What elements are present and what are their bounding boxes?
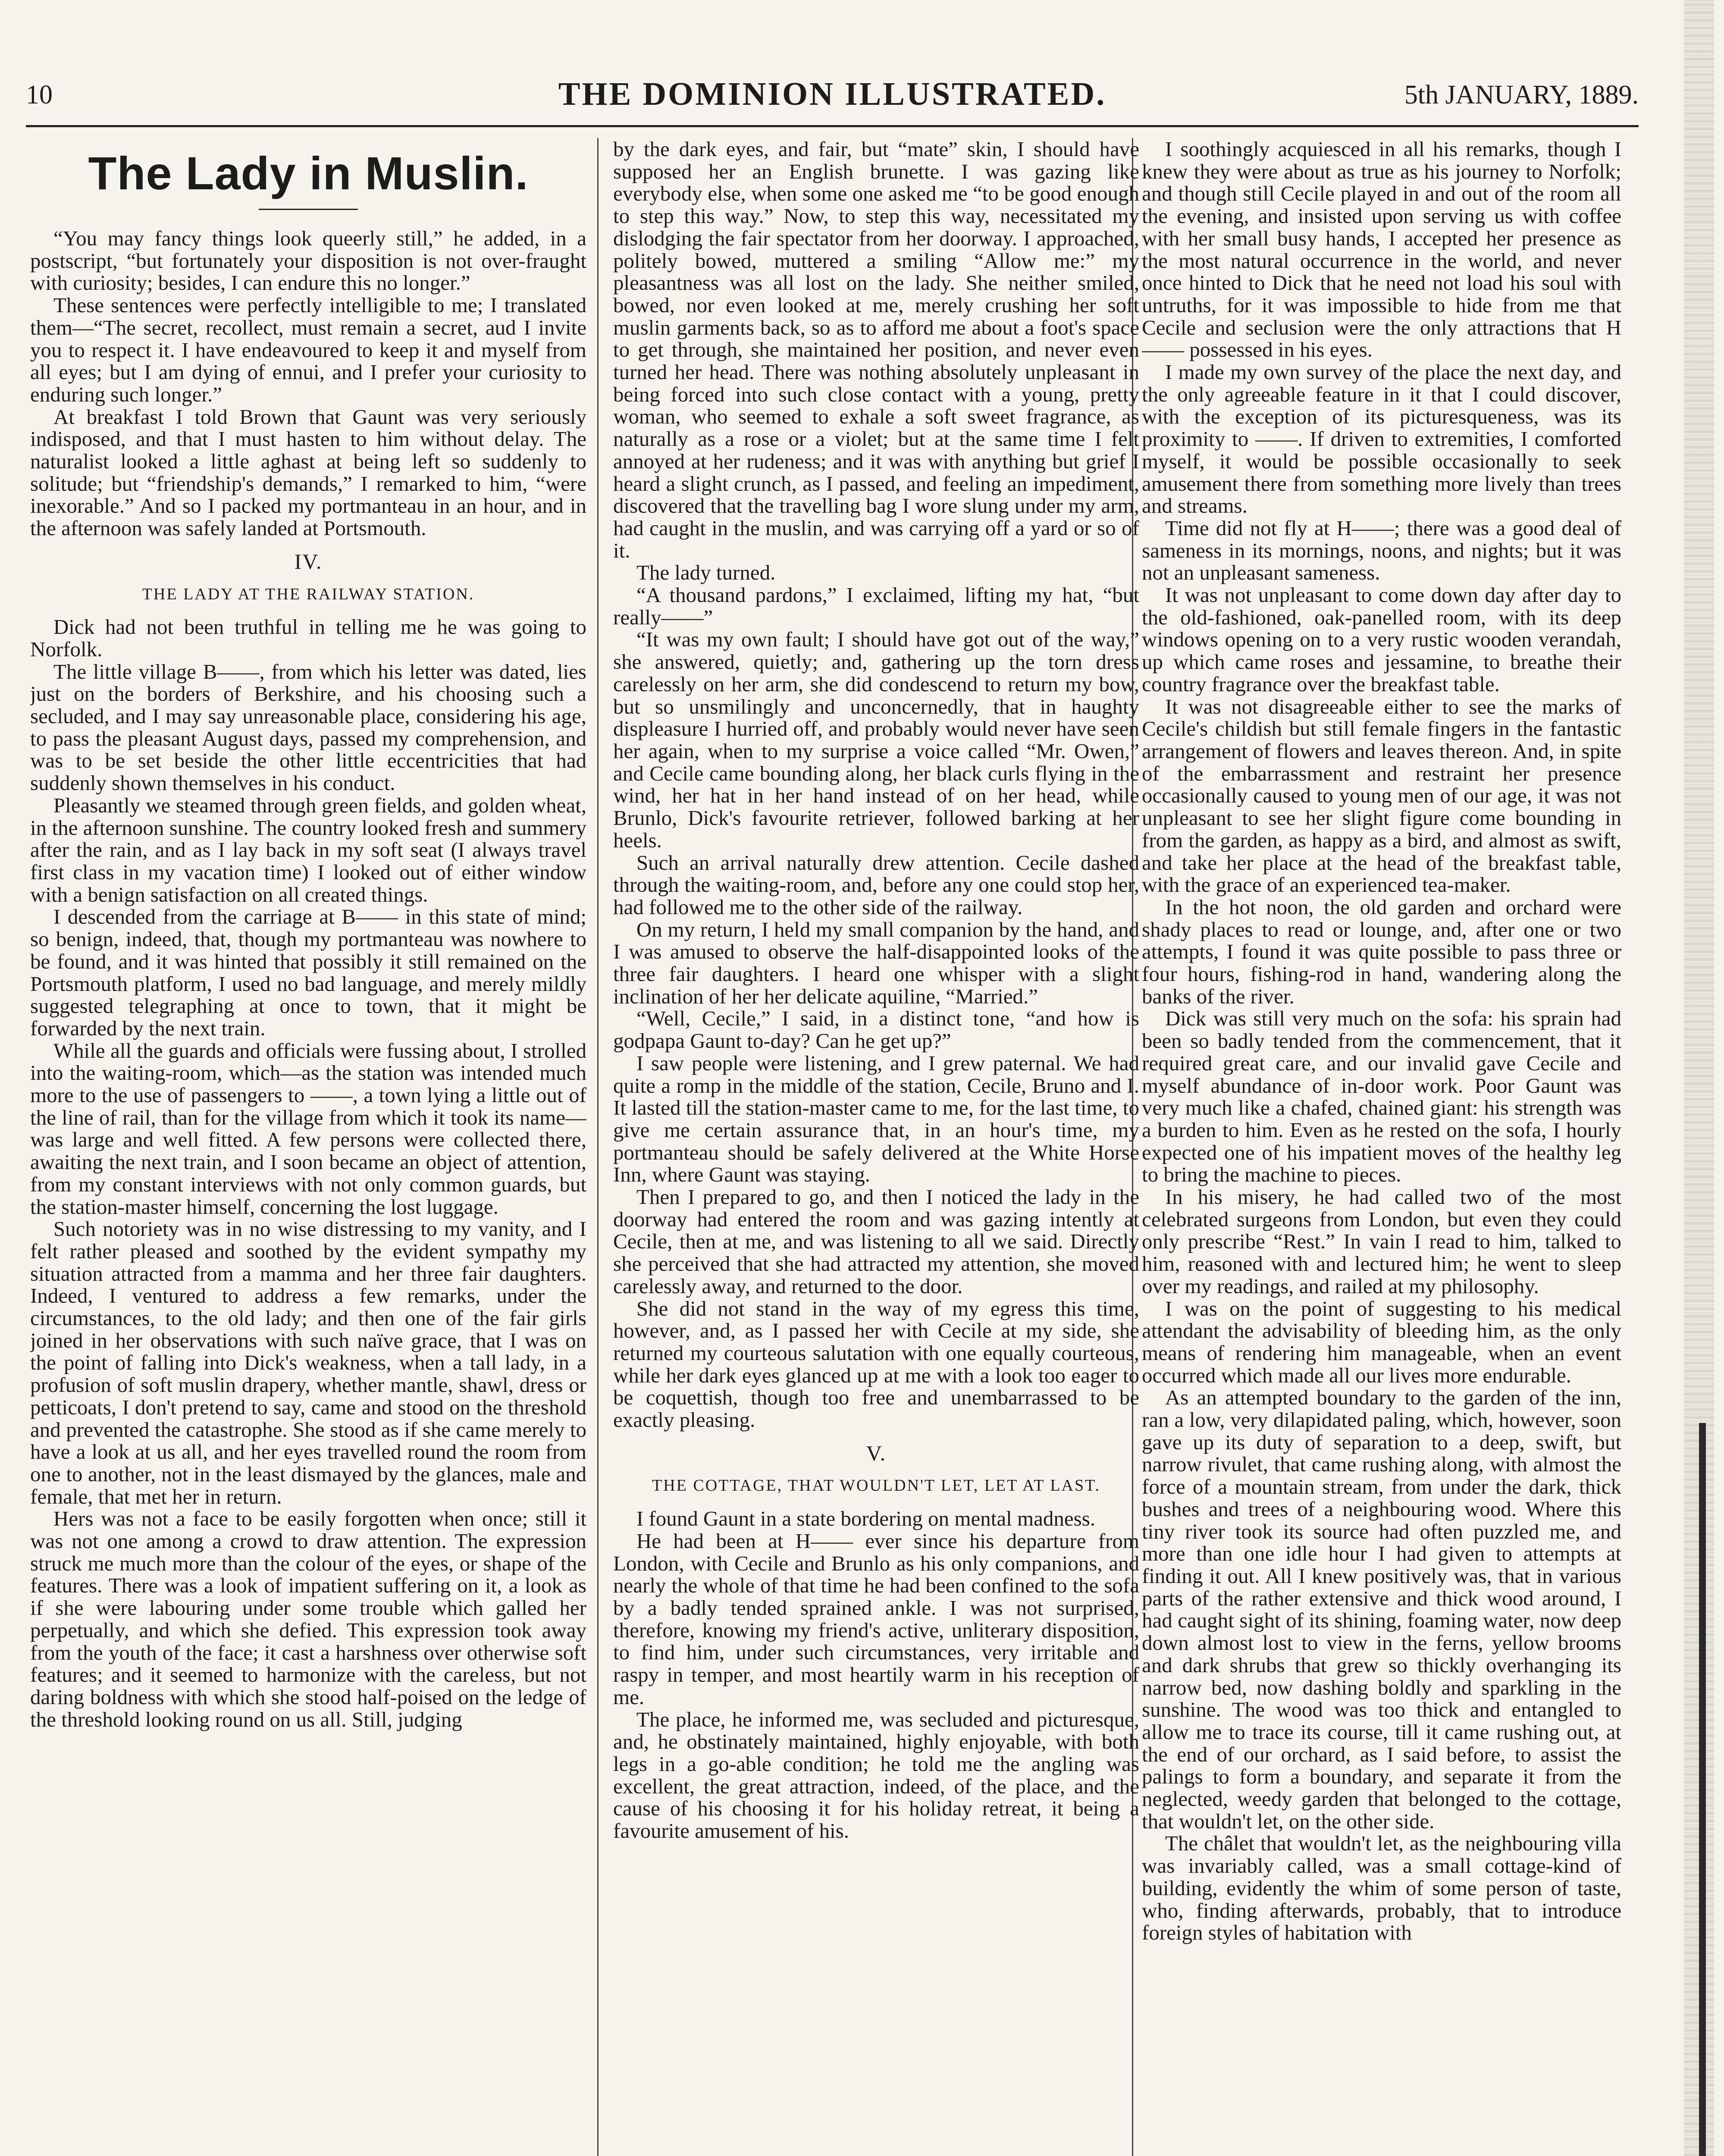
- chapter-title: THE COTTAGE, THAT WOULDN'T LET, LET AT LAST.: [652, 1476, 1100, 1495]
- paragraph: by the dark eyes, and fair, but “mate” skin, I should have supposed her an English brunette. I was gazing like everybody else, when some one asked me “to be good enough to step this way.” Now, to step this way, necessitated my dislodging the fair spectator from her doorway. I approached, politely bowed, muttered a smiling “Allow me:” my pleasantness was all lost on the lady. She neither smiled, bowed, nor even looked at me, merely crushing her soft muslin garments back, so as to afford me about a foot's space to get through, she maintained her position, and never even turned her head. There was nothing absolutely unpleasant in being forced into such close contact with a young, pretty woman, who seemed to exhale a soft sweet fragrance, as naturally as a rose or a violet; but at the same time I felt annoyed at her rudeness; and it was with anything but grief I heard a slight crunch, as I passed, and feeling an impediment, discovered that the travelling bag I wore slung under my arm, had caught in the muslin, and was carrying off a yard or so of it.: [613, 138, 1139, 562]
- paragraph: These sentences were perfectly intelligible to me; I translated them—“The secret, recollect, must remain a secret, aud I invite you to respect it. I have endeavoured to keep it and myself from all eyes; but I am dying of ennui, and I prefer your curiosity to enduring such longer.”: [30, 293, 586, 406]
- paragraph: The little village B——, from which his letter was dated, lies just on the borders of Berkshire, and his choosing such a secluded, and I may say unreasonable place, considering his age, to pass the pleasant August days, passed my comprehension, and was to be set beside the other little eccentricities that had suddenly shown themselves in his conduct.: [30, 659, 586, 795]
- chapter-number: IV.: [294, 549, 323, 573]
- paragraph: “A thousand pardons,” I exclaimed, lifting my hat, “but really——”: [613, 583, 1139, 629]
- paragraph: “It was my own fault; I should have got out of the way,” she answered, quietly; and, gathering up the torn dress carelessly on her arm, she did condescend to return my bow, but so unsmilingly and unconcernedly, that in haughty displeasure I hurried off, and probably would never have seen her again, when to my surprise a voice called “Mr. Owen,” and Cecile came bounding along, her black curls flying in the wind, her hat in her hand instead of on her head, while Brunlo, Dick's favourite retriever, followed barking at her heels.: [613, 627, 1139, 852]
- paragraph: In his misery, he had called two of the most celebrated surgeons from London, but even they could only prescribe “Rest.” In vain I read to him, talked to him, reasoned with and lectured him; he went to sleep over my readings, and railed at my philosophy.: [1142, 1185, 1621, 1298]
- chapter-title: THE LADY AT THE RAILWAY STATION.: [142, 585, 475, 603]
- paragraph: I saw people were listening, and I grew paternal. We had quite a romp in the middle of the station, Cecile, Bruno and I. It lasted till the station-master came to me, for the last time, to give me certain assurance that, in an hour's time, my portmanteau should be safely delivered at the White Horse Inn, where Gaunt was staying.: [613, 1051, 1139, 1187]
- paragraph: Such notoriety was in no wise distressing to my vanity, and I felt rather pleased and soothed by the evident sympathy my situation attracted from a mamma and her three fair daughters. Indeed, I ventured to address a few remarks, under the circumstances, to the old lady; and then one of the fair girls joined in her observations with such naïve grace, that I was on the point of falling into Dick's weakness, when a tall lady, in a profusion of soft muslin drapery, whether mantle, shawl, dress or petticoats, I don't pretend to say, came and stood on the threshold and prevented the catastrophe. She stood as if she came merely to have a look at us all, and her eyes travelled round the room from one to another, not in the least dismayed by the glances, male and female, that met her in return.: [30, 1217, 586, 1508]
- paragraph: Time did not fly at H——; there was a good deal of sameness in its mornings, noons, and nights; but it was not an unpleasant sameness.: [1142, 516, 1621, 585]
- header-rule: [26, 125, 1639, 127]
- paragraph: The châlet that wouldn't let, as the neighbouring villa was invariably called, was a small cottage-kind of building, evidently the whim of some person of taste, who, finding afterwards, probably, that to introduce foreign styles of habitation with: [1142, 1831, 1621, 1945]
- column-3: [1142, 138, 1621, 2156]
- paragraph: On my return, I held my small companion by the hand, and I was amused to observe the half-disappointed looks of the three fair daughters. I heard one whisper with a slight inclination of her her delicate aquiline, “Married.”: [613, 917, 1139, 1008]
- paragraph: I soothingly acquiesced in all his remarks, though I knew they were about as true as his journey to Norfolk; and though still Cecile played in and out of the room all the evening, and insisted upon serving us with coffee with her small busy hands, I accepted her presence as the most natural occurrence in the world, and never once hinted to Dick that he need not load his soul with untruths, for it was impossible to hide from me that Cecile and seclusion were the only attractions that H—— possessed in his eyes.: [1142, 138, 1621, 362]
- paragraph: The place, he informed me, was secluded and picturesque, and, he obstinately maintained, highly enjoyable, with both legs in a go-able condition; he told me the angling was excellent, the great attraction, indeed, of the place, and the cause of his choosing it for his holiday retreat, it being a favourite amusement of his.: [613, 1707, 1139, 1843]
- paragraph: I made my own survey of the place the next day, and the only agreeable feature in it that I could discover, with the exception of its picturesqueness, was its proximity to ——. If driven to extremities, I comforted myself, it would be possible occasionally to seek amusement there from something more lively than trees and streams.: [1142, 360, 1621, 518]
- column-divider: [597, 138, 599, 2156]
- paragraph: “Well, Cecile,” I said, in a distinct tone, “and how is godpapa Gaunt to-day? Can he get up?”: [613, 1006, 1139, 1053]
- issue-date: 5th JANUARY, 1889.: [1404, 80, 1639, 110]
- paragraph: “You may fancy things look queerly still,” he added, in a postscript, “but fortunately your disposition is not over-fraught with curiosity; besides, I can endure this no longer.”: [30, 226, 586, 295]
- column-1: [30, 138, 586, 2156]
- paragraph: As an attempted boundary to the garden of the inn, ran a low, very dilapidated paling, which, however, soon gave up its duty of separation to a deep, swift, but narrow rivulet, that came rushing along, with almost the force of a mountain stream, from under the dark, thick bushes and trees of a neighbouring wood. Where this tiny river took its source had often puzzled me, and more than one idle hour I had given to attempts at finding it out. All I knew positively was, that in various parts of the rather extensive and thick wood around, I had caught sight of its shining, foaming water, now deep down almost lost to view in the ferns, yellow brooms and dark shrubs that grew so thickly overhanging its narrow bed, now dashing boldly and sparkling in the sunshine. The wood was too thick and entangled to allow me to trace its course, till it came rushing out, at the end of our orchard, as I said before, to assist the palings to form a boundary, and separate it from the neglected, weedy garden that belonged to the cottage, that wouldn't let, on the other side.: [1142, 1385, 1621, 1833]
- paragraph: In the hot noon, the old garden and orchard were shady places to read or lounge, and, after one or two attempts, I found it was quite possible to pass three or four hours, fishing-rod in hand, wandering along the banks of the river.: [1142, 895, 1621, 1008]
- paragraph: It was not unpleasant to come down day after day to the old-fashioned, oak-panelled room, with its deep windows opening on to a very rustic wooden verandah, up which came roses and jessamine, to breathe their country fragrance over the breakfast table.: [1142, 583, 1621, 696]
- paragraph: He had been at H—— ever since his departure from London, with Cecile and Brunlo as his only companions, and nearly the whole of that time he had been confined to the sofa by a badly tended sprained ankle. I was not surprised, therefore, knowing my friend's active, unliterary disposition, to find him, under such circumstances, very irritable and raspy in temper, and most heartily warm in his reception of me.: [613, 1529, 1139, 1709]
- paragraph: I was on the point of suggesting to his medical attendant the advisability of bleeding him, as the only means of rendering him manageable, when an event occurred which made all our lives more endurable.: [1142, 1296, 1621, 1387]
- paragraph: It was not disagreeable either to see the marks of Cecile's childish but still female fingers in the fantastic arrangement of flowers and leaves thereon. And, in spite of the embarrassment and restraint her presence occasionally caused to young men of our age, it was not unpleasant to see her slight figure come bounding in from the garden, as happy as a bird, and almost as swift, and take her place at the head of the breakfast table, with the grace of an experienced tea-maker.: [1142, 694, 1621, 897]
- paragraph: Dick had not been truthful in telling me he was going to Norfolk.: [30, 615, 586, 661]
- column-2: [613, 138, 1139, 2156]
- chapter-number: V.: [866, 1441, 887, 1465]
- title-rule: [259, 209, 358, 210]
- paragraph: Hers was not a face to be easily forgotten when once; still it was not one among a crowd to draw attention. The expression struck me much more than the colour of the eyes, or shape of the features. There was a look of impatient suffering on it, a look as if she were labouring under some trouble which galled her perpetually, and which she defied. This expression took away from the youth of the face; it cast a harshness over otherwise soft features; and it seemed to harmonize with the careless, but not daring boldness with which she stood half-poised on the ledge of the threshold looking round on us all. Still, judging: [30, 1507, 586, 1731]
- masthead: [26, 75, 1639, 123]
- story-title: The Lady in Muslin.: [88, 147, 529, 199]
- scan-edge-shadow: [1699, 1423, 1706, 2156]
- journal-title: THE DOMINION ILLUSTRATED.: [558, 76, 1106, 112]
- paragraph: She did not stand in the way of my egress this time, however, and, as I passed her with Cecile at my side, she returned my courteous salutation with one equally courteous, while her dark eyes glanced up at me with a look too eager to be coquettish, though too free and unembarrassed to be exactly pleasing.: [613, 1296, 1139, 1432]
- page-number: 10: [26, 80, 53, 110]
- paragraph: Pleasantly we steamed through green fields, and golden wheat, in the afternoon sunshine. The country looked fresh and summery after the rain, and as I lay back in my soft seat (I always travel first class in my vacation time) I looked out of either window with a benign satisfaction on all created things.: [30, 793, 586, 906]
- paragraph: While all the guards and officials were fussing about, I strolled into the waiting-room, which—as the station was intended much more to the use of passengers to ——, a town lying a little out of the line of rail, than for the village from which it took its name—was large and well fitted. A few persons were collected there, awaiting the next train, and I soon became an object of attention, from my constant interviews with not only common guards, but the station-master himself, concerning the lost luggage.: [30, 1038, 586, 1219]
- paragraph: Dick was still very much on the sofa: his sprain had been so badly tended from the commencement, that it required great care, and our invalid gave Cecile and myself abundance of in-door work. Poor Gaunt was very much like a chafed, chained giant: his strength was a burden to him. Even as he rested on the sofa, I hourly expected one of his impatient moves of the healthy leg to bring the machine to pieces.: [1142, 1006, 1621, 1187]
- paragraph: Then I prepared to go, and then I noticed the lady in the doorway had entered the room and was gazing intently at Cecile, then at me, and was listening to all we said. Directly she perceived that she had attracted my attention, she moved carelessly away, and returned to the door.: [613, 1185, 1139, 1298]
- paragraph: I found Gaunt in a state bordering on mental madness.: [636, 1507, 1096, 1531]
- paragraph: Such an arrival naturally drew attention. Cecile dashed through the waiting-room, and, before any one could stop her, had followed me to the other side of the railway.: [613, 850, 1139, 919]
- paragraph: The lady turned.: [636, 561, 776, 585]
- paragraph: At breakfast I told Brown that Gaunt was very seriously indisposed, and that I must hasten to him without delay. The naturalist looked a little aghast at being left so suddenly to solitude; but “friendship's demands,” I remarked to him, “were inexorable.” And so I packed my portmanteau in an hour, and in the afternoon was safely landed at Portsmouth.: [30, 404, 586, 540]
- paragraph: I descended from the carriage at B—— in this state of mind; so benign, indeed, that, though my portmanteau was nowhere to be found, and it was hinted that possibly it still remained on the Portsmouth platform, I used no bad language, and merely mildly suggested telegraphing at once to town, that it might be forwarded by the next train.: [30, 905, 586, 1040]
